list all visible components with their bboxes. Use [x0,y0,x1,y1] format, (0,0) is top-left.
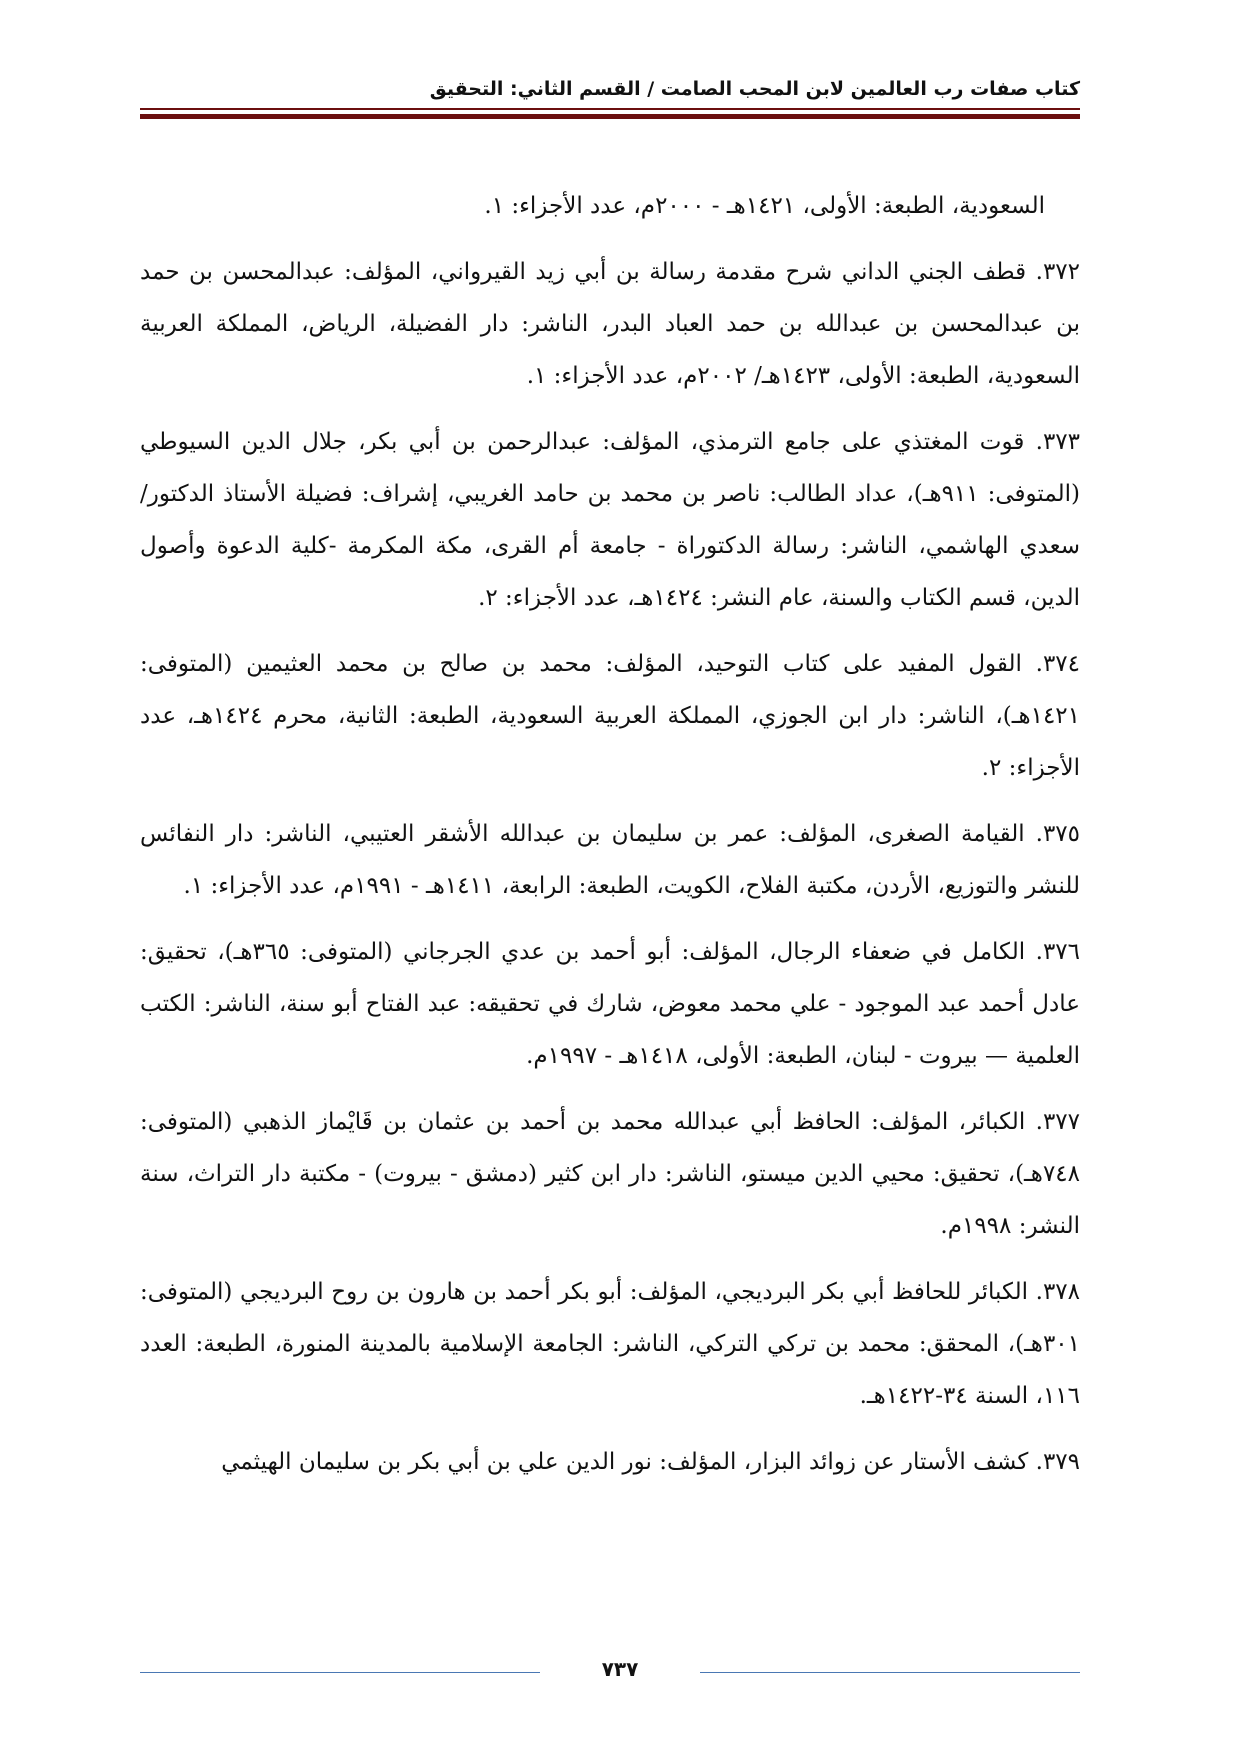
list-item [140,246,1080,402]
list-item [140,416,1080,624]
entry-number: ٣٧٤. [1035,651,1081,677]
header-rule-thin [140,108,1080,110]
entry-text: القول المفيد على كتاب التوحيد، المؤلف: محمد بن صالح بن محمد العثيمين (المتوفى: ١٤٢١هـ)، الناشر: دار ابن الجوزي، المملكة العربية السعودية، الطبعة: الثانية، محرم ١٤٢٤هـ، عدد الأجزاء: ٢. [140,651,1081,781]
running-header-title: كتاب صفات رب العالمين لابن المحب الصامت / القسم الثاني: التحقيق [429,78,1080,100]
entry-number: ٣٧٩. [1035,1449,1080,1475]
entry-text: الكبائر للحافظ أبي بكر البرديجي، المؤلف: أبو بكر أحمد بن هارون بن روح البرديجي (المتوفى: ٣٠١هـ)، المحقق: محمد بن تركي التركي، الناشر: الجامعة الإسلامية بالمدينة المنورة، الطبعة: العدد ١١٦، السنة ٣٤-١٤٢٢هـ. [140,1279,1080,1409]
header-rule-thick [140,114,1080,119]
entry-text: كشف الأستار عن زوائد البزار، المؤلف: نور الدين علي بن أبي بكر بن سليمان الهيثمي [221,1449,1029,1475]
entry-number: ٣٧٢. [1035,259,1080,285]
entry-number: ٣٧٣. [1035,429,1080,455]
entry-text: الكبائر، المؤلف: الحافظ أبي عبدالله محمد بن أحمد بن عثمان بن قَايْماز الذهبي (المتوفى: ٧٤٨هـ)، تحقيق: محيي الدين ميستو، الناشر: دار ابن كثير (دمشق - بيروت) - مكتبة دار التراث، سنة النشر: ١٩٩٨م. [140,1109,1080,1239]
list-item [140,638,1080,794]
entry-number: ٣٧٦. [1035,939,1080,965]
list-item [140,926,1080,1082]
list-item [140,1266,1080,1422]
entry-text: قوت المغتذي على جامع الترمذي، المؤلف: عبدالرحمن بن أبي بكر، جلال الدين السيوطي (المتوفى: ٩١١هـ)، عداد الطالب: ناصر بن محمد بن حامد الغريبي، إشراف: فضيلة الأستاذ الدكتور/ سعدي الهاشمي، الناشر: رسالة الدكتوراة - جامعة أم القرى، مكة المكرمة -كلية الدعوة وأصول الدين، قسم الكتاب والسنة، عام النشر: ١٤٢٤هـ، عدد الأجزاء: ٢. [140,429,1080,611]
entry-number: ٣٧٥. [1035,821,1080,847]
list-item [140,808,1080,912]
entry-text: القيامة الصغرى، المؤلف: عمر بن سليمان بن عبدالله الأشقر العتيبي، الناشر: دار النفائس للنشر والتوزيع، الأردن، مكتبة الفلاح، الكويت، الطبعة: الرابعة، ١٤١١هـ - ١٩٩١م، عدد الأجزاء: ١. [140,821,1080,899]
footer-rule-right [700,1672,1080,1673]
footer-rule-left [140,1672,540,1673]
list-item [140,1436,1080,1488]
entry-text: الكامل في ضعفاء الرجال، المؤلف: أبو أحمد بن عدي الجرجاني (المتوفى: ٣٦٥هـ)، تحقيق: عادل أحمد عبد الموجود - علي محمد معوض، شارك في تحقيقه: عبد الفتاح أبو سنة، الناشر: الكتب العلمية — بيروت - لبنان، الطبعة: الأولى، ١٤١٨هـ - ١٩٩٧م. [140,939,1080,1069]
list-item [140,1096,1080,1252]
entry-number: ٣٧٧. [1035,1109,1081,1135]
entry-text: قطف الجني الداني شرح مقدمة رسالة بن أبي زيد القيرواني، المؤلف: عبدالمحسن بن حمد بن عبدالمحسن بن عبدالله بن حمد العباد البدر، الناشر: دار الفضيلة، الرياض، المملكة العربية السعودية، الطبعة: الأولى، ١٤٢٣هـ/ ٢٠٠٢م، عدد الأجزاء: ١. [140,259,1080,389]
page-number: ٧٣٧ [601,1657,639,1681]
continuation-line: السعودية، الطبعة: الأولى، ١٤٢١هـ - ٢٠٠٠م، عدد الأجزاء: ١. [484,193,1045,219]
bibliography-list [140,180,1080,1502]
entry-number: ٣٧٨. [1035,1279,1081,1305]
